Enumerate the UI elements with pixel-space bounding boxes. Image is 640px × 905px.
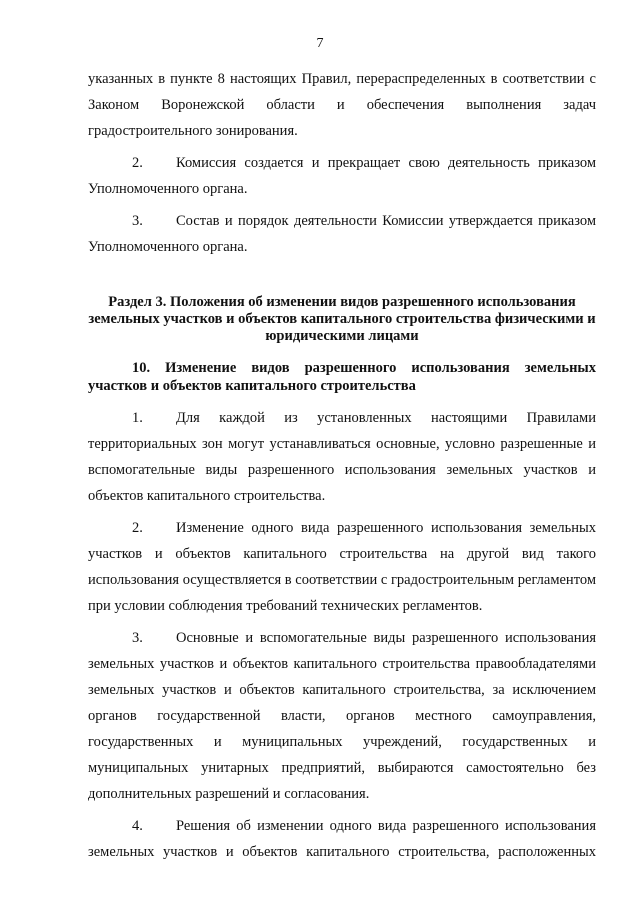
item-number: 2.	[132, 155, 143, 171]
item-text: Состав и порядок деятельности Комиссии утверждается приказом Уполномоченного органа.	[88, 213, 596, 255]
item-text: Комиссия создается и прекращает свою деятельность приказом Уполномоченного органа.	[88, 155, 596, 197]
item-text: Изменение одного вида разрешенного использования земельных участков и объектов капитального строительства на другой вид такого использования осуществляется в соответствии с градостроительным регламентом при условии соблюдения требований технических регламентов.	[88, 520, 596, 614]
list-item	[88, 150, 596, 202]
section-title: Раздел 3. Положения об изменении видов разрешенного использования земельных участков и объектов капитального строительства физическими и юридическими лицами	[88, 294, 596, 344]
item-text: Основные и вспомогательные виды разрешенного использования земельных участков и объектов капитального строительства правообладателями земельных участков и объектов капитального строительства, за исключением органов государственной власти, органов местного самоуправления, государственных и муниципальных учреждений, государственных и муниципальных унитарных предприятий, выбираются самостоятельно без дополнительных разрешений и согласования.	[88, 630, 596, 802]
item-number: 1.	[132, 410, 143, 426]
item-number: 3.	[132, 630, 143, 646]
list-item	[88, 405, 596, 509]
item-text: Решения об изменении одного вида разрешенного использования земельных участков и объектов капитального строительства, расположенных	[88, 818, 596, 860]
item-number: 2.	[132, 520, 143, 536]
list-item	[88, 208, 596, 260]
list-item	[88, 813, 596, 865]
page-number: 7	[316, 36, 324, 51]
item-number: 3.	[132, 213, 143, 229]
top-paragraph: указанных в пункте 8 настоящих Правил, перераспределенных в соответствии с Законом Воронежской области и обеспечения выполнения задач градостроительного зонирования.	[88, 71, 596, 139]
list-item	[88, 625, 596, 807]
article-title: 10. Изменение видов разрешенного использования земельных участков и объектов капитального строительства	[88, 360, 596, 394]
item-text: Для каждой из установленных настоящими Правилами территориальных зон могут устанавливаться основные, условно разрешенные и вспомогательные виды разрешенного использования земельных участков и объектов капитального строительства.	[88, 410, 596, 504]
item-number: 4.	[132, 818, 143, 834]
document-body	[88, 66, 596, 865]
list-item	[88, 515, 596, 619]
